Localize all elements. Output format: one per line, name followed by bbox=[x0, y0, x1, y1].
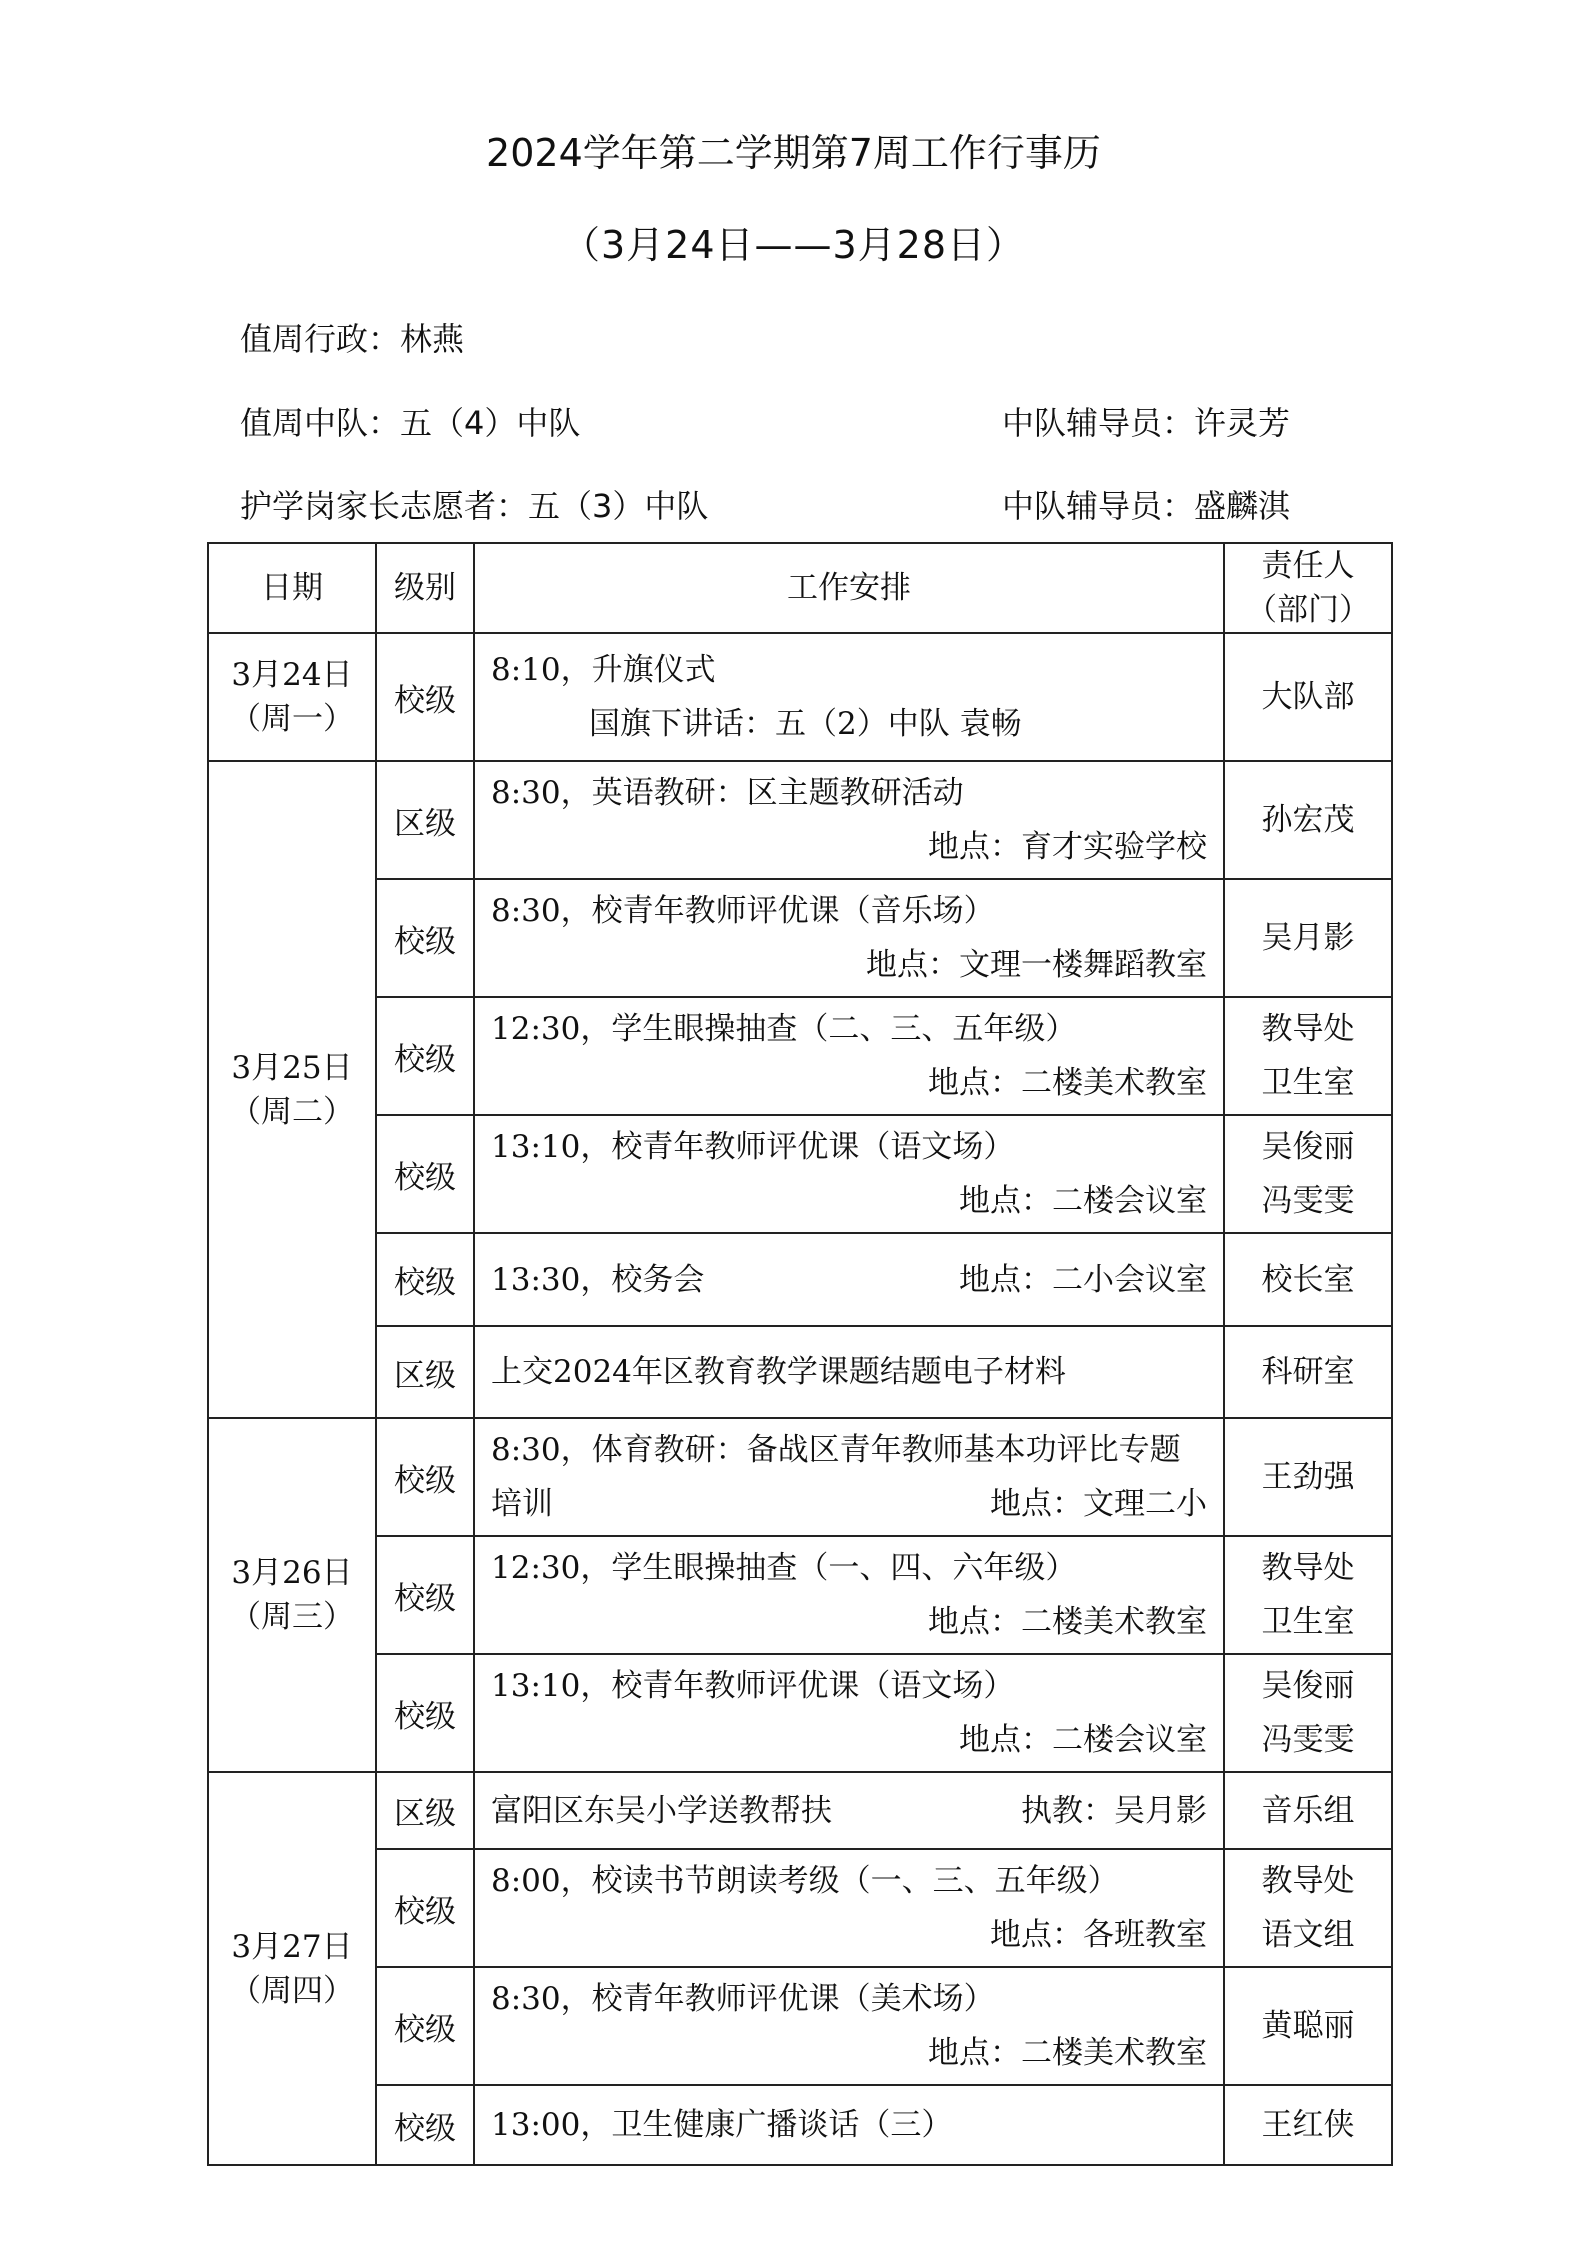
table-row bbox=[208, 997, 1392, 1115]
responsible-cell bbox=[1224, 1536, 1392, 1654]
level-cell: 区级 bbox=[376, 761, 474, 879]
level-cell: 校级 bbox=[376, 1654, 474, 1772]
header-responsible-line1: 责任人 bbox=[1261, 548, 1355, 584]
work-cell bbox=[474, 1849, 1224, 1967]
responsible-name: 吴俊丽 bbox=[1261, 1668, 1355, 1704]
table-row bbox=[208, 2085, 1392, 2165]
work-cell bbox=[474, 1536, 1224, 1654]
responsible-cell: 大队部 bbox=[1224, 633, 1392, 761]
duty-squad: 值周中队：五（4）中队 bbox=[240, 404, 581, 442]
work-cell bbox=[474, 633, 1224, 761]
work-line: 13:10，校青年教师评优课（语文场） bbox=[491, 1668, 1015, 1704]
schedule-table bbox=[207, 542, 1393, 2166]
work-location: 地点：二楼会议室 bbox=[959, 1183, 1207, 1219]
work-cell bbox=[474, 1326, 1224, 1418]
date-cell bbox=[208, 761, 376, 1418]
work-location: 地点：文理一楼舞蹈教室 bbox=[866, 947, 1207, 983]
date-cell bbox=[208, 633, 376, 761]
level-cell: 校级 bbox=[376, 997, 474, 1115]
date-range-subtitle: （3月24日——3月28日） bbox=[561, 223, 1026, 267]
responsible-name: 冯雯雯 bbox=[1261, 1183, 1355, 1219]
work-line: 培训 bbox=[491, 1486, 553, 1522]
weekday-label: （周二） bbox=[230, 1093, 354, 1130]
work-cell bbox=[474, 1418, 1224, 1536]
work-cell bbox=[474, 2085, 1224, 2165]
date-label: 3月27日 bbox=[231, 1928, 353, 1965]
level-cell: 区级 bbox=[376, 1326, 474, 1418]
work-line: 13:10，校青年教师评优课（语文场） bbox=[491, 1129, 1015, 1165]
table-row bbox=[208, 633, 1392, 761]
responsible-cell: 孙宏茂 bbox=[1224, 761, 1392, 879]
work-cell bbox=[474, 879, 1224, 997]
level-cell: 校级 bbox=[376, 2085, 474, 2165]
table-row bbox=[208, 1967, 1392, 2085]
page-title: 2024学年第二学期第7周工作行事历 bbox=[486, 131, 1101, 175]
table-row bbox=[208, 1233, 1392, 1326]
work-cell bbox=[474, 1654, 1224, 1772]
weekday-label: （周一） bbox=[230, 701, 354, 737]
work-cell bbox=[474, 997, 1224, 1115]
responsible-name: 教导处 bbox=[1261, 1011, 1355, 1047]
table-row bbox=[208, 1772, 1392, 1849]
work-line: 上交2024年区教育教学课题结题电子材料 bbox=[491, 1354, 1066, 1390]
header-level: 级别 bbox=[376, 543, 474, 633]
weekday-label: （周四） bbox=[230, 1972, 354, 2009]
work-line: 8:30，校青年教师评优课（音乐场） bbox=[491, 893, 995, 929]
work-location: 地点：各班教室 bbox=[990, 1917, 1207, 1953]
volunteer-squad-counselor: 中队辅导员：盛麟淇 bbox=[1002, 487, 1291, 525]
header-responsible bbox=[1224, 543, 1392, 633]
responsible-cell: 王劲强 bbox=[1224, 1418, 1392, 1536]
work-line: 12:30，学生眼操抽查（一、四、六年级） bbox=[491, 1550, 1077, 1586]
date-label: 3月26日 bbox=[231, 1555, 353, 1591]
level-cell: 校级 bbox=[376, 1849, 474, 1967]
work-cell bbox=[474, 1115, 1224, 1233]
work-line: 8:30，校青年教师评优课（美术场） bbox=[491, 1981, 995, 2017]
duty-squad-counselor: 中队辅导员：许灵芳 bbox=[1002, 404, 1291, 442]
work-line: 13:00，卫生健康广播谈话（三） bbox=[491, 2107, 953, 2143]
work-teacher: 执教：吴月影 bbox=[1021, 1792, 1207, 1829]
responsible-cell bbox=[1224, 1115, 1392, 1233]
level-cell: 校级 bbox=[376, 1115, 474, 1233]
work-cell bbox=[474, 1967, 1224, 2085]
responsible-cell bbox=[1224, 1654, 1392, 1772]
table-header-row bbox=[208, 543, 1392, 633]
table-row bbox=[208, 1115, 1392, 1233]
level-cell: 校级 bbox=[376, 1233, 474, 1326]
table-row bbox=[208, 1536, 1392, 1654]
work-cell bbox=[474, 1772, 1224, 1849]
date-label: 3月24日 bbox=[231, 657, 353, 693]
responsible-name: 卫生室 bbox=[1261, 1065, 1355, 1101]
responsible-name: 冯雯雯 bbox=[1261, 1722, 1355, 1758]
responsible-cell: 校长室 bbox=[1224, 1233, 1392, 1326]
duty-admin: 值周行政：林燕 bbox=[240, 320, 465, 358]
date-label: 3月25日 bbox=[231, 1049, 353, 1086]
work-line: 8:00，校读书节朗读考级（一、三、五年级） bbox=[491, 1863, 1119, 1899]
work-location: 地点：二楼美术教室 bbox=[928, 1604, 1207, 1640]
date-cell bbox=[208, 1418, 376, 1772]
work-line: 富阳区东吴小学送教帮扶 bbox=[491, 1792, 832, 1829]
level-cell: 校级 bbox=[376, 1418, 474, 1536]
work-location: 地点：二楼美术教室 bbox=[928, 1065, 1207, 1101]
level-cell: 校级 bbox=[376, 879, 474, 997]
responsible-cell bbox=[1224, 1849, 1392, 1967]
responsible-cell: 王红侠 bbox=[1224, 2085, 1392, 2165]
responsible-cell bbox=[1224, 997, 1392, 1115]
table-row bbox=[208, 879, 1392, 997]
level-cell: 校级 bbox=[376, 1536, 474, 1654]
table-row bbox=[208, 1849, 1392, 1967]
weekday-label: （周三） bbox=[230, 1599, 354, 1635]
work-location: 地点：二楼会议室 bbox=[959, 1722, 1207, 1758]
work-location: 地点：二楼美术教室 bbox=[928, 2035, 1207, 2071]
header-date: 日期 bbox=[208, 543, 376, 633]
table-row bbox=[208, 761, 1392, 879]
work-line: 13:30，校务会 bbox=[491, 1261, 705, 1298]
header-work: 工作安排 bbox=[474, 543, 1224, 633]
responsible-name: 教导处 bbox=[1261, 1863, 1355, 1899]
table-row bbox=[208, 1326, 1392, 1418]
responsible-cell: 科研室 bbox=[1224, 1326, 1392, 1418]
responsible-cell: 黄聪丽 bbox=[1224, 1967, 1392, 2085]
responsible-name: 卫生室 bbox=[1261, 1604, 1355, 1640]
responsible-name: 语文组 bbox=[1261, 1917, 1355, 1953]
responsible-name: 吴俊丽 bbox=[1261, 1129, 1355, 1165]
level-cell: 校级 bbox=[376, 1967, 474, 2085]
work-line: 12:30，学生眼操抽查（二、三、五年级） bbox=[491, 1011, 1077, 1047]
responsible-cell: 音乐组 bbox=[1224, 1772, 1392, 1849]
responsible-name: 教导处 bbox=[1261, 1550, 1355, 1586]
work-line: 8:30，英语教研：区主题教研活动 bbox=[491, 775, 964, 811]
work-cell bbox=[474, 1233, 1224, 1326]
header-responsible-line2: （部门） bbox=[1246, 592, 1370, 628]
work-cell bbox=[474, 761, 1224, 879]
work-line: 8:30，体育教研：备战区青年教师基本功评比专题 bbox=[491, 1432, 1181, 1468]
table-row bbox=[208, 1418, 1392, 1536]
work-line: 国旗下讲话：五（2）中队 袁畅 bbox=[589, 706, 1022, 742]
volunteer-squad: 护学岗家长志愿者：五（3）中队 bbox=[240, 487, 709, 525]
work-location: 地点：育才实验学校 bbox=[928, 829, 1207, 865]
work-location: 地点：二小会议室 bbox=[959, 1261, 1207, 1298]
responsible-cell: 吴月影 bbox=[1224, 879, 1392, 997]
work-line: 8:10，升旗仪式 bbox=[491, 652, 716, 688]
level-cell: 区级 bbox=[376, 1772, 474, 1849]
level-cell: 校级 bbox=[376, 633, 474, 761]
table-row bbox=[208, 1654, 1392, 1772]
date-cell bbox=[208, 1772, 376, 2165]
work-location: 地点：文理二小 bbox=[990, 1486, 1207, 1522]
